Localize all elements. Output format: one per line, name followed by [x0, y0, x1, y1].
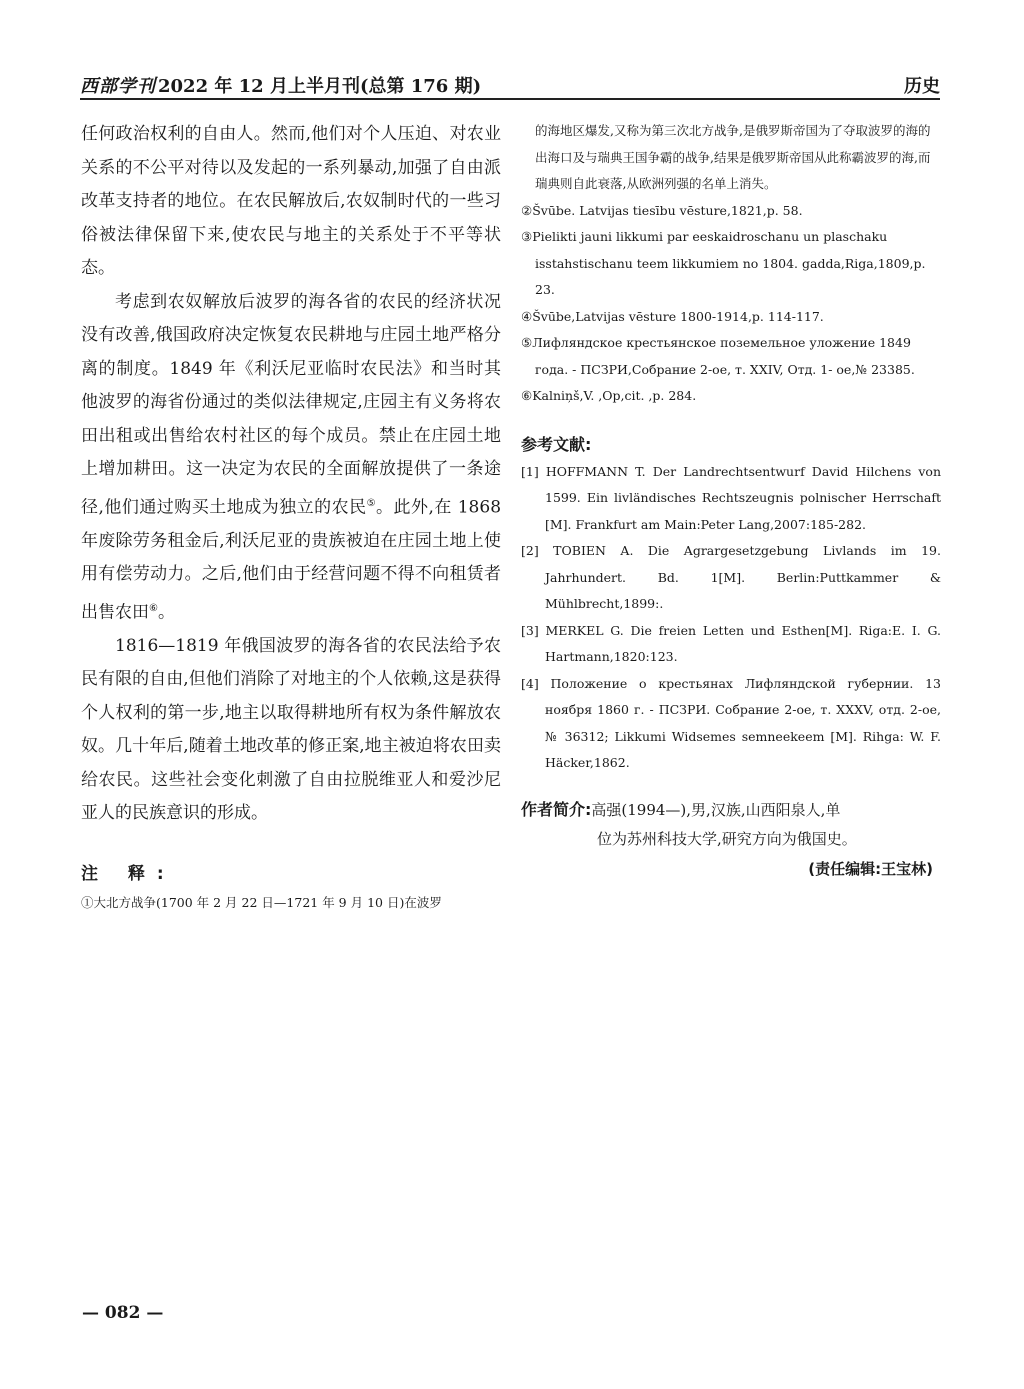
reference-item: [4] Положение о крестьянах Лифляндской губернии. 13 ноября 1860 г. - ПСЗРИ. Собрание 2-ое, т. XXXV, отд. 2-ое, № 36312; Likkumi Widsemes semneekeem [M]. Rihga: W. F. Häcker,1862. [521, 675, 941, 770]
references-title: 参考文献: [521, 434, 592, 454]
note-1: ①大北方战争(1700 年 2 月 22 日—1721 年 9 月 10 日)在波罗 [81, 894, 442, 910]
note-4: ④Švūbe,Latvijas vēsture 1800-1914,p. 114-117. [521, 308, 824, 324]
footnote-ref-6: ⑥ [149, 602, 158, 614]
journal-logo: 西部学刊 [80, 76, 156, 97]
note-3: ③Pielikti jauni likkumi par eeskaidroschanu un plaschaku isstahstischanu teem likkumiem no 1804. gadda,Riga,1809,p. 23. [521, 229, 926, 297]
reference-item: [3] MERKEL G. Die freien Letten und Esthen[M]. Riga:E. I. G. Hartmann,1820:123. [521, 622, 941, 664]
reference-item: [1] HOFFMANN T. Der Landrechtsentwurf David Hilchens von 1599. Ein livländisches Rechtszeugnis polnischer Herrschaft [M]. Frankfurt am Main:Peter Lang,2007:185-282. [521, 463, 941, 532]
paragraph-2-part-c: 。 [157, 602, 175, 623]
page-number: — 082 — [82, 1303, 164, 1323]
paragraph-2 [81, 286, 501, 630]
responsible-editor: (责任编辑:王宝林) [808, 859, 933, 878]
section-label: 历史 [904, 76, 940, 97]
author-info [521, 795, 941, 854]
paragraph-2-part-b: 。此外,在 1868 年废除劳务租金后,利沃尼亚的贵族被迫在庄园土地上使用有偿劳动力。之后,他们由于经营问题不得不向租赁者出售农田 [81, 497, 502, 623]
author-line-2: 位为苏州科技大学,研究方向为俄国史。 [597, 829, 857, 848]
journal-issue [80, 72, 481, 98]
author-line-1: 高强(1994—),男,汉族,山西阳泉人,单 [591, 800, 841, 819]
note-1-continued: 的海地区爆发,又称为第三次北方战争,是俄罗斯帝国为了夺取波罗的海的出海口及与瑞典王国争霸的战争,结果是俄罗斯帝国从此称霸波罗的海,而瑞典则自此衰落,从欧洲列强的名单上消失。 [535, 123, 931, 191]
reference-item: [2] TOBIEN A. Die Agrargesetzgebung Livlands im 19. Jahrhundert. Bd. 1[M]. Berlin:Puttkammer & Mühlbrecht,1899:. [521, 543, 941, 611]
paragraph-1: 任何政治权利的自由人。然而,他们对个人压迫、对农业关系的不公平对待以及发起的一系列暴动,加强了自由派改革支持者的地位。在农民解放后,农奴制时代的一些习俗被法律保留下来,使农民与地主的关系处于不平等状态。 [81, 124, 501, 278]
paragraph-3: 1816—1819 年俄国波罗的海各省的农民法给予农民有限的自由,但他们消除了对地主的个人依赖,这是获得个人权利的第一步,地主以取得耕地所有权为条件解放农奴。几十年后,随着土地改革的修正案,地主被迫将农田卖给农民。这些社会变化刺激了自由拉脱维亚人和爱沙尼亚人的民族意识的形成。 [81, 635, 501, 824]
note-6: ⑥Kalniņš,V. ,Op,cit. ,p. 284. [521, 388, 697, 403]
footnote-ref-5: ⑤ [366, 497, 377, 509]
author-label: 作者简介: [521, 799, 592, 819]
note-2: ②Švūbe. Latvijas tiesību vēsture,1821,p. 58. [521, 202, 803, 218]
notes-title: 注 释: [81, 863, 176, 884]
header-rule [80, 98, 940, 100]
page-header [80, 70, 940, 102]
paragraph-2-part-a: 考虑到农奴解放后波罗的海各省的农民的经济状况没有改善,俄国政府决定恢复农民耕地与庄园土地严格分离的制度。1849 年《利沃尼亚临时农民法》和当时其他波罗的海省份通过的类似法律规定,庄园主有义务将农田出租或出售给农村社区的每个成员。禁止在庄园土地上增加耕田。这一决定为农民的全面解放提供了一条途径,他们通过购买土地成为独立的农民 [81, 291, 501, 518]
note-5: ⑤Лифляндское крестьянское поземельное уложение 1849 года. - ПСЗРИ,Собрание 2-ое, т. XXIV, Отд. 1- ое,№ 23385. [521, 335, 915, 377]
left-column [81, 118, 501, 916]
issue-info: 2022 年 12 月上半月刊(总第 176 期) [158, 76, 482, 97]
right-column [521, 118, 941, 879]
